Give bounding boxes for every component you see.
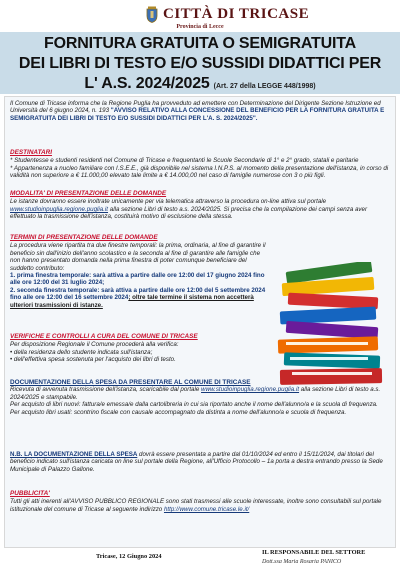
documentazione-portal-link[interactable]: www.studioinpuglia.regione.puglia.it (201, 386, 300, 394)
coat-of-arms-icon (146, 6, 158, 23)
nb-heading: N.B. LA DOCUMENTAZIONE DELLA SPESA (10, 451, 138, 458)
termini-heading: TERMINI DI PRESENTAZIONE DELLE DOMANDE (10, 234, 158, 241)
window-1: 1. prima finestra temporale: sarà attiva a partire dalle ore 12:00 del 17 giugno 2024 fino alle ore 12:00 del 31 luglio 2024; (10, 272, 265, 287)
verifiche-item-2: • dell'effettiva spesa sostenuta per l'acquisto dei libri di testo. (10, 356, 176, 364)
province-name: Provincia di Lecce (176, 24, 224, 30)
termini-section (10, 234, 272, 309)
documentazione-p2: Per acquisto di libri nuovi: fattura/e emessa/e dalla cartolibreria in cui sia riportato anche il nome dell'alunno/a e la scuola di frequenza. (10, 401, 378, 409)
books-illustration (276, 262, 388, 392)
place-date: Tricase, 12 Giugno 2024 (96, 553, 162, 560)
title-line-3 (0, 75, 400, 93)
school-year: L' A.S. 2024/2025 (84, 75, 210, 92)
destinatari-heading: DESTINATARI (10, 149, 53, 156)
title-line-2: DEI LIBRI DI TESTO E/O SUSSIDI DIDATTICI PER (18, 55, 382, 72)
documentazione-heading: DOCUMENTAZIONE DELLA SPESA DA PRESENTARE AL COMUNE DI TRICASE (10, 379, 251, 386)
comune-link[interactable]: http://www.comune.tricase.le.it/ (163, 505, 250, 513)
window-2-note: ; oltre tale termine il sistema non accetterà ulteriori trasmissioni di istanze. (10, 294, 254, 309)
pubblicita-heading: PUBBLICITA' (10, 490, 50, 497)
documentazione-p3: Per acquisto libri usati: scontrino fiscale con causale accompagnato da distinta a nome dell'alunno/a e scuola di frequenza. (10, 408, 347, 416)
title-line-1: FORNITURA GRATUITA O SEMIGRATUITA (44, 35, 356, 52)
city-name: CITTÀ DI TRICASE (163, 6, 310, 22)
modalita-text-2: alla sezione Libri di testo a.s. 2024/2025. Si precisa che la compilazione dei campi senza aver effettuato la trasmissione dell'istanza, costituirà motivo di esclusione della stessa. (10, 205, 368, 221)
modalita-heading: MODALITA' DI PRESENTAZIONE DELLE DOMANDE (10, 190, 167, 197)
pubblicita-text: Tutti gli atti inerenti all'AVVISO PUBBLICO REGIONALE sono stati trasmessi alle scuole interessate, inoltre sono consultabili sul portale istituzionale del comune di Tricase al seguente indirizzo (10, 498, 382, 513)
verifiche-item-1: • della residenza dello studente indicata sull'istanza; (10, 348, 153, 356)
destinatari-section (10, 149, 390, 180)
documentazione-p1b: alla sezione Libri di testo a.s. 2024/2025 e stampabile. (10, 386, 381, 401)
modalita-text-1: Le istanze dovranno essere inoltrate unicamente per via telematica attraverso la procedura on-line attiva sul portale (10, 198, 327, 206)
portal-link[interactable]: www.studioinpuglia.regione.puglia.it (10, 205, 109, 213)
termini-text: La procedura viene ripartita tra due finestre temporali: la prima, ordinaria, al fine di garantire il beneficio sin dall'inizio dell'anno scolastico e la seconda al fine di garantire alle famiglie che non hanno presentato domanda nella prima finestra di poter comunque beneficiare del suddetto contributo: (10, 242, 266, 272)
modalita-section (10, 190, 390, 221)
documentazione-section (10, 379, 390, 416)
law-reference: (Art. 27 della LEGGE 448/1998) (213, 83, 316, 90)
intro-paragraph (10, 100, 390, 122)
pubblicita-section (10, 490, 390, 513)
destinatari-item-2: * Appartenenza a nucleo familiare con I.S.E.E., già disponibile nel sistema I.N.P.S. al momento della presentazione dell'istanza, in corso di validità non superiore a € 11.000,00 elevato tale limite a € 14.000,00 nel caso di famiglie numerose con 3 o più figli. (10, 164, 389, 180)
documentazione-p1a: Ricevuta di avvenuta trasmissione dell'istanza, scaricabile dal portale (10, 386, 202, 394)
window-2: 2. seconda finestra temporale: sarà attiva a partire dalle ore 12:00 del 5 settembre 2024 fino alle ore 12:00 del 16 settembre 2024 (10, 286, 266, 302)
destinatari-item-1: * Studentesse e studenti residenti nel Comune di Tricase e frequentanti le Scuole Secondarie di 1° e 2° grado, statali e paritarie (10, 157, 359, 165)
intro-lead: Il Comune di Tricase informa che la Regione Puglia ha provveduto ad emettere con Determinazione del Dirigente Sezione Istruzione ed Università del 6 giugno 2024, n. 193 (10, 100, 381, 115)
signer-name: Dott.ssa Maria Rosaria PANICO (262, 559, 342, 565)
nb-section (10, 451, 390, 473)
verifiche-heading: VERIFICHE E CONTROLLI A CURA DEL COMUNE DI TRICASE (10, 333, 198, 340)
verifiche-section (10, 333, 272, 364)
verifiche-text: Per disposizione Regionale il Comune procederà alla verifica: (10, 341, 179, 349)
nb-text: dovrà essere presentata a partire dal 01/10/2024 ed entro il 15/11/2024, dai titolari del beneficio indicato sull'istanza caricata on line sul portale della Regione, all'Ufficio Protocollo – 1a porta a destra entrando presso la Sede Municipale di Palazzo Gallone. (10, 451, 383, 473)
intro-avviso-title: "AVVISO RELATIVO ALLA CONCESSIONE DEL BENEFICIO PER LA FORNITURA GRATUITA E SEMIGRATUITA DEI LIBRI DI TESTO E/O SUSSIDI DIDATTICI PER L'A. S. 2024/2025". (10, 107, 385, 122)
signer-role: IL RESPONSABILE DEL SETTORE (262, 549, 366, 556)
